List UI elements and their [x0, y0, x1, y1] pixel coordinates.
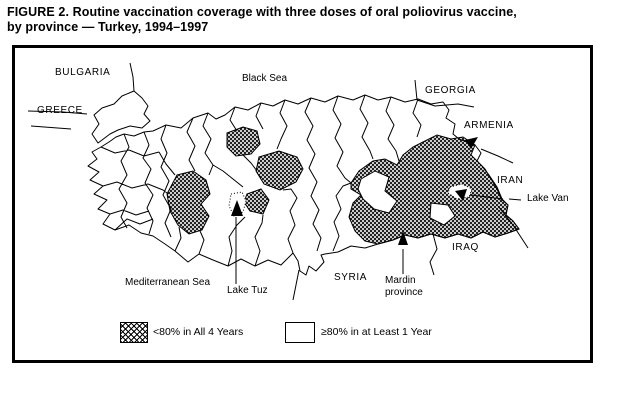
label-black-sea: Black Sea	[242, 73, 288, 84]
label-bulgaria: BULGARIA	[55, 67, 111, 78]
label-greece: GREECE	[37, 105, 83, 116]
label-syria: SYRIA	[334, 272, 368, 283]
turkey-province-map	[15, 48, 590, 360]
hatched-province-west-central	[167, 171, 210, 234]
figure-title	[7, 5, 629, 35]
map-frame	[12, 45, 593, 363]
label-iraq: IRAQ	[452, 242, 479, 253]
legend-swatch-empty	[285, 322, 315, 343]
legend-swatch-hatched	[120, 322, 148, 343]
label-iran: IRAN	[497, 175, 524, 186]
label-armenia: ARMENIA	[464, 120, 514, 131]
figure-title-line1: FIGURE 2. Routine vaccination coverage with three doses of oral poliovirus vaccine,	[7, 5, 517, 19]
iraq-border	[430, 234, 437, 275]
label-mardin-province-line2: province	[385, 287, 423, 298]
label-georgia: GEORGIA	[425, 85, 476, 96]
label-lake-van: Lake Van	[527, 193, 569, 204]
bulgaria-border	[130, 63, 134, 91]
label-lake-tuz: Lake Tuz	[227, 285, 268, 296]
figure-title-line2: by province — Turkey, 1994–1997	[7, 20, 209, 34]
syria-border	[293, 270, 299, 300]
armenia-iran-border	[481, 149, 513, 163]
label-mardin-province-line1: Mardin	[385, 275, 416, 286]
legend-label-below-80: <80% in All 4 Years	[153, 326, 244, 338]
hatched-province-aksaray	[244, 189, 269, 214]
legend-label-at-least-80: ≥80% in at Least 1 Year	[321, 326, 432, 338]
label-mediterranean-sea: Mediterranean Sea	[125, 277, 211, 288]
hatched-province-north-central	[227, 127, 260, 156]
hatched-province-central	[256, 151, 303, 190]
